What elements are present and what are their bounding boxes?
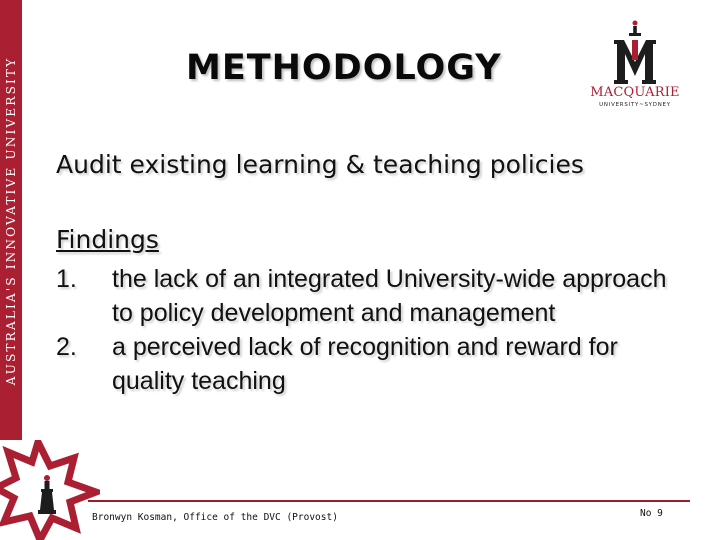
slide-title: METHODOLOGY	[186, 48, 502, 88]
footer-divider	[88, 500, 690, 502]
list-item-number: 2.	[56, 333, 77, 361]
sidebar-strip	[0, 0, 22, 440]
page-number: No 9	[640, 508, 663, 519]
list-item	[56, 262, 676, 330]
findings-heading: Findings	[56, 225, 159, 254]
list-item-text: the lack of an integrated University-wide approach to policy development and management	[112, 265, 667, 327]
findings-list	[56, 262, 676, 398]
logo-subtitle: UNIVERSITY~SYDNEY	[599, 102, 671, 108]
university-logo	[586, 18, 684, 114]
list-item-text: a perceived lack of recognition and reward for quality teaching	[112, 333, 618, 395]
list-item-number: 1.	[56, 265, 77, 293]
section-heading: Audit existing learning & teaching policies	[56, 150, 584, 179]
macquarie-star-emblem-icon	[0, 440, 100, 540]
sidebar-tagline: AUSTRALIA'S INNOVATIVE UNIVERSITY	[4, 56, 18, 386]
logo-name: MACQUARIE	[590, 85, 680, 100]
footer-credit: Bronwyn Kosman, Office of the DVC (Provost)	[92, 512, 338, 523]
macquarie-lighthouse-icon	[610, 18, 660, 88]
list-item	[56, 330, 676, 398]
